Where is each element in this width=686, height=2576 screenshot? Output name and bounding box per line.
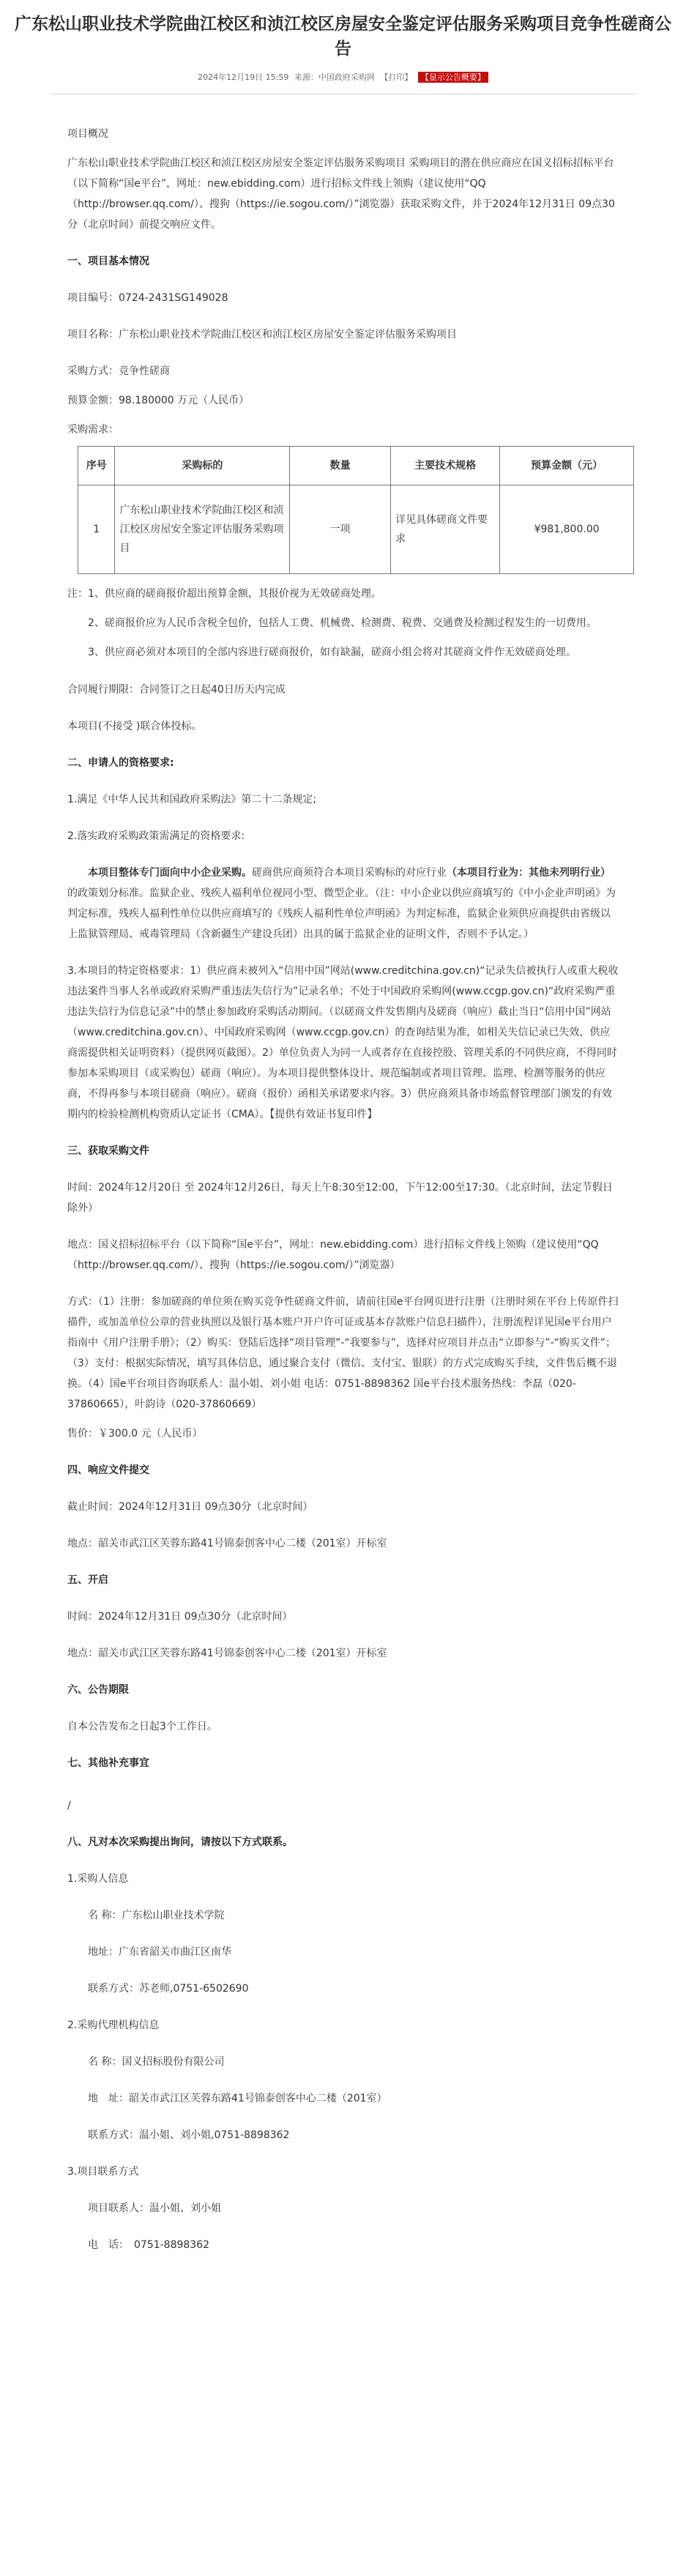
project-contact-person: 项目联系人：温小姐、刘小姐: [88, 2203, 221, 2214]
qualification-2: 2.落实政府采购政策需满足的资格要求:: [67, 830, 245, 842]
agent-heading: 2.采购代理机构信息: [67, 2020, 160, 2031]
budget-amount: 预算金额：98.180000 万元（人民币）: [67, 395, 250, 406]
contract-period: 合同履行期限：合同签订之日起40日历天内完成: [67, 684, 286, 696]
qualification-2-detail: [67, 863, 619, 945]
buyer-contact: 联系方式：苏老师,0751-6502690: [88, 1983, 249, 1995]
procurement-method: 采购方式：竞争性磋商: [67, 365, 170, 377]
qualification-3: 3.本项目的特定资格要求：1）供应商未被列入“信用中国”网站(www.creditchina.gov.cn)“记录失信被执行人或重大税收违法案件当事人名单或政府采购严重违法失信行为”记录名单；不处于中国政府采购网(www.ccgp.gov.cn)“政府采购严重违法失信行为信息记录”中的禁止参加政府采购活动期间。（以磋商文件发售期内及磋商（响应）截止当日“信用中国”网站（www.creditchina.gov.cn）、中国政府采购网（www.ccgp.gov.cn）的查询结果为准，如相关失信记录已失效，供应商需提供相关证明资料）（提供网页截图）。2）单位负责人为同一人或者存在直接控股、管理关系的不同供应商，不得同时参加本采购项目（或采购包）磋商（响应）。为本项目提供整体设计、规范编制或者项目管理、监理、检测等服务的供应商，不得再参与本项目磋商（响应）。磋商（报价）函相关承诺要求内容。3）供应商须具备市场监督管理部门颁发的有效期内的检验检测机构资质认定证书（CMA）。【提供有效证书复印件】: [67, 965, 619, 1120]
print-link[interactable]: 【打印】: [380, 72, 413, 82]
table-header: 主要技术规格: [391, 447, 500, 485]
section-7-heading: 七、其他补充事宜: [67, 1757, 149, 1769]
project-contact-heading: 3.项目联系方式: [67, 2166, 139, 2178]
table-header: 数量: [290, 447, 391, 485]
section-6-heading: 六、公告期限: [67, 1684, 129, 1696]
source-text: 来源：中国政府采购网: [294, 72, 375, 82]
opening-time: 时间：2024年12月31日 09点30分（北京时间）: [67, 1611, 293, 1623]
agent-contact: 联系方式：温小姐、刘小姐,0751-8898362: [88, 2129, 290, 2141]
table-header: 预算金额（元）: [500, 447, 634, 485]
sme-notice: 本项目整体专门面向中小企业采购。: [88, 867, 252, 879]
obtain-place: 地点：国义招标招标平台（以下简称“国e平台”，网址：new.ebidding.com）进行招标文件线上领购（建议使用“QQ（http://browser.qq.com/）、搜狗（https://ie.sogou.com/）”浏览器）: [67, 1239, 599, 1271]
industry-notice: （本项目行业为：其他未列明行业）: [447, 867, 611, 879]
table-header-row: [78, 447, 634, 485]
agent-address: 地 址：韶关市武江区芙蓉东路41号锦泰创客中心二楼（201室）: [88, 2093, 387, 2104]
section-4-heading: 四、响应文件提交: [67, 1464, 149, 1476]
section-8-heading: 八、凡对本次采购提出询问，请按以下方式联系。: [67, 1836, 293, 1848]
joint-bidding: 本项目(不接受 )联合体投标。: [67, 721, 202, 732]
agent-name: 名 称：国义招标股份有限公司: [88, 2056, 225, 2068]
sme-detail: 的政策划分标准。监狱企业、残疾人福利单位视同小型、微型企业。（注：中小企业以供应商填写的《中小企业声明函》为判定标准，残疾人福利性单位以供应商填写的《残疾人福利性单位声明函》为判定标准，监狱企业须供应商提供由省级以上监狱管理局、戒毒管理局（含新疆生产建设兵团）出具的属于监狱企业的证明文件，否则不予认定。）: [67, 887, 616, 940]
table-cell: 详见具体磋商文件要求: [391, 485, 500, 574]
qualification-1: 1.满足《中华人民共和国政府采购法》第二十二条规定;: [67, 794, 317, 805]
project-number: 项目编号：0724-2431SG149028: [67, 292, 228, 304]
table-cell: ¥981,800.00: [500, 485, 634, 574]
demand-label: 采购需求：: [67, 424, 119, 436]
project-contact-phone: 电 话： 0751-8898362: [88, 2239, 210, 2251]
table-row: [78, 485, 634, 574]
table-cell: 一项: [290, 485, 391, 574]
section-3-heading: 三、获取采购文件: [67, 1145, 149, 1157]
sme-text: 磋商供应商须符合本项目采购标的对应行业: [252, 867, 447, 879]
buyer-address: 地址：广东省韶关市曲江区南华: [88, 1946, 231, 1958]
notice-period: 自本公告发布之日起3个工作日。: [67, 1721, 217, 1732]
section-1-heading: 一、项目基本情况: [67, 256, 149, 267]
table-cell: 1: [78, 485, 115, 574]
table-cell: 广东松山职业技术学院曲江校区和浈江校区房屋安全鉴定评估服务采购项目: [115, 485, 290, 574]
submit-deadline: 截止时间：2024年12月31日 09点30分（北京时间）: [67, 1501, 313, 1513]
buyer-name: 名 称：广东松山职业技术学院: [88, 1910, 225, 1921]
document-price: 售价：￥300.0 元（人民币）: [67, 1428, 203, 1440]
table-header: 序号: [78, 447, 115, 485]
submit-place: 地点：韶关市武江区芙蓉东路41号锦泰创客中心二楼（201室）开标室: [67, 1538, 387, 1549]
note-1: 注：1、供应商的磋商报价超出预算金额，其报价视为无效磋商处理。: [67, 588, 381, 600]
meta-line: [0, 72, 686, 83]
project-name: 项目名称：广东松山职业技术学院曲江校区和浈江校区房屋安全鉴定评估服务采购项目: [67, 329, 457, 340]
supplementary-text: /: [67, 1800, 71, 1812]
section-2-heading: 二、申请人的资格要求:: [67, 757, 174, 769]
announcement-body: [0, 94, 686, 2255]
summary-button[interactable]: 【显示公告概要】: [418, 72, 488, 83]
buyer-heading: 1.采购人信息: [67, 1873, 129, 1885]
table-header: 采购标的: [115, 447, 290, 485]
obtain-time: 时间：2024年12月20日 至 2024年12月26日，每天上午8:30至12:00，下午12:00至17:30。（北京时间，法定节假日除外）: [67, 1182, 613, 1214]
obtain-way: 方式：（1）注册：参加磋商的单位须在购买竞争性磋商文件前，请前往国e平台网页进行注册（注册时须在平台上传原件扫描件，或加盖单位公章的营业执照以及银行基本账户开户许可证或基本存款账户信息扫描件），注册流程详见国e平台用户指南中《用户注册手册》；（2）购买：登陆后选择“项目管理”-“我要参与”，选择对应项目并点击“立即参与”-“购买文件”；（3）支付：根据实际情况，填写具体信息，通过聚合支付（微信、支付宝、银联）的方式完成购买手续，文件售后概不退换。（4）国e平台项目咨询联系人：温小姐、刘小姐 电话：0751-8898362 国e平台技术服务热线：李磊（020-37860665），叶韵诗（020-37860669）: [67, 1296, 619, 1410]
page-title: 广东松山职业技术学院曲江校区和浈江校区房屋安全鉴定评估服务采购项目竞争性磋商公告: [15, 15, 671, 59]
opening-place: 地点：韶关市武江区芙蓉东路41号锦泰创客中心二楼（201室）开标室: [67, 1648, 387, 1659]
section-5-heading: 五、开启: [67, 1574, 108, 1586]
publish-date: 2024年12月19日 15:59: [198, 72, 289, 82]
note-2: 2、磋商报价应为人民币含税全包价，包括人工费、机械费、检测费、税费、交通费及检测过程发生的一切费用。: [88, 617, 597, 629]
intro-heading: 项目概况: [67, 128, 108, 140]
intro-text: 广东松山职业技术学院曲江校区和浈江校区房屋安全鉴定评估服务采购项目 采购项目的潜在供应商应在国义招标招标平台（以下简称“国e平台”，网址：new.ebidding.com）进行招标文件线上领购（建议使用“QQ（http://browser.qq.com/）、搜狗（https://ie.sogou.com/）”浏览器）获取采购文件，并于2024年12月31日 09点30分（北京时间）前提交响应文件。: [67, 157, 615, 231]
note-3: 3、供应商必须对本项目的全部内容进行磋商报价，如有缺漏，磋商小组会将对其磋商文件作无效磋商处理。: [88, 647, 576, 658]
requirements-table: [78, 446, 634, 574]
